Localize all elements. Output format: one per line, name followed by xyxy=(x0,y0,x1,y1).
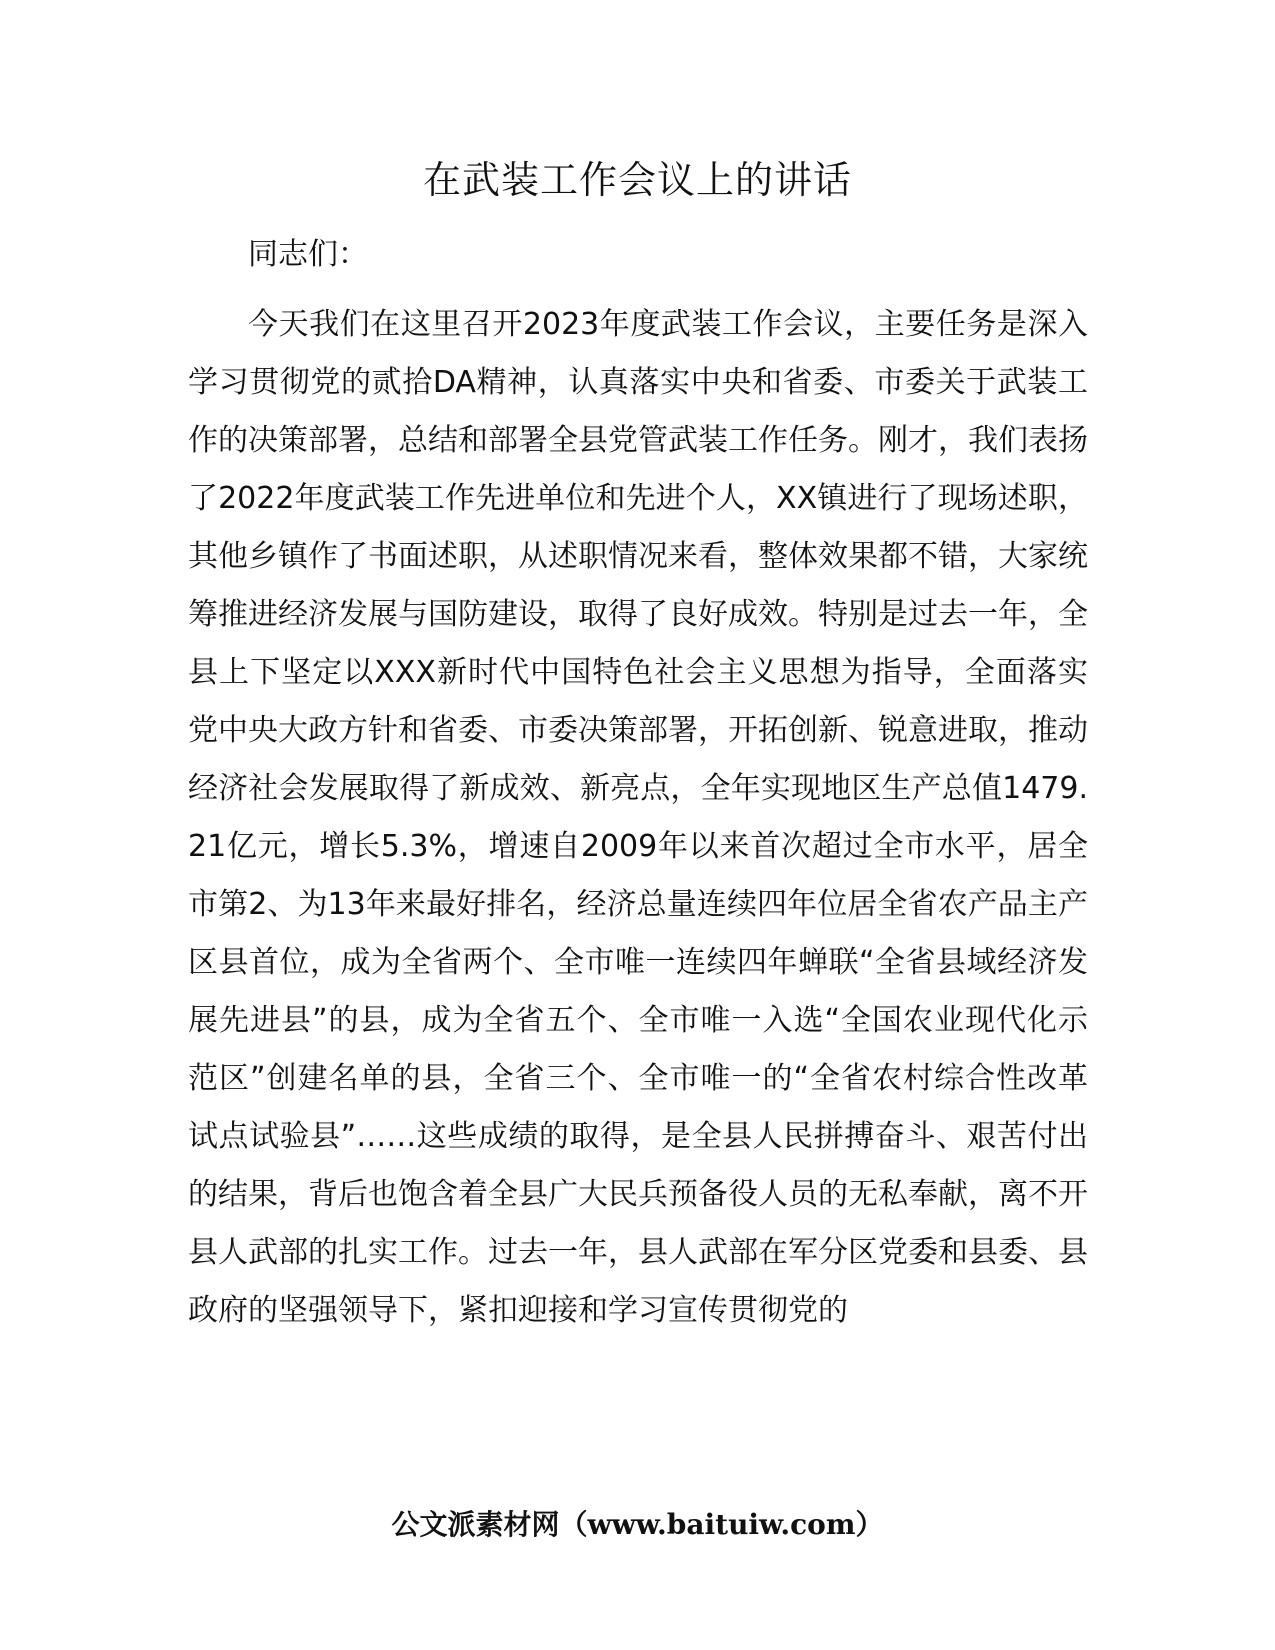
salutation: 同志们： xyxy=(248,237,368,272)
document-body xyxy=(188,226,1088,1340)
footer-watermark: 公文派素材网（www.baituiw.com） xyxy=(391,1508,884,1541)
paragraph-1: 今天我们在这里召开2023年度武装工作会议，主要任务是深入学习贯彻党的贰拾DA精神，认真落实中央和省委、市委关于武装工作的决策部署，总结和部署全县党管武装工作任务。刚才，我们表扬了2022年度武装工作先进单位和先进个人，XX镇进行了现场述职，其他乡镇作了书面述职，从述职情况来看，整体效果都不错，大家统筹推进经济发展与国防建设，取得了良好成效。特别是过去一年，全县上下坚定以XXX新时代中国特色社会主义思想为指导，全面落实党中央大政方针和省委、市委决策部署，开拓创新、锐意进取，推动经济社会发展取得了新成效、新亮点，全年实现地区生产总值1479.21亿元，增长5.3%，增速自2009年以来首次超过全市水平，居全市第2、为13年来最好排名，经济总量连续四年位居全省农产品主产区县首位，成为全省两个、全市唯一连续四年蝉联“全省县域经济发展先进县”的县，成为全省五个、全市唯一入选“全国农业现代化示范区”创建名单的县，全省三个、全市唯一的“全省农村综合性改革试点试验县”……这些成绩的取得，是全县人民拼搏奋斗、艰苦付出的结果，背后也饱含着全县广大民兵预备役人员的无私奉献，离不开县人武部的扎实工作。过去一年，县人武部在军分区党委和县委、县政府的坚强领导下，紧扣迎接和学习宣传贯彻党的 xyxy=(188,307,1088,1328)
document-title: 在武装工作会议上的讲话 xyxy=(422,158,852,202)
